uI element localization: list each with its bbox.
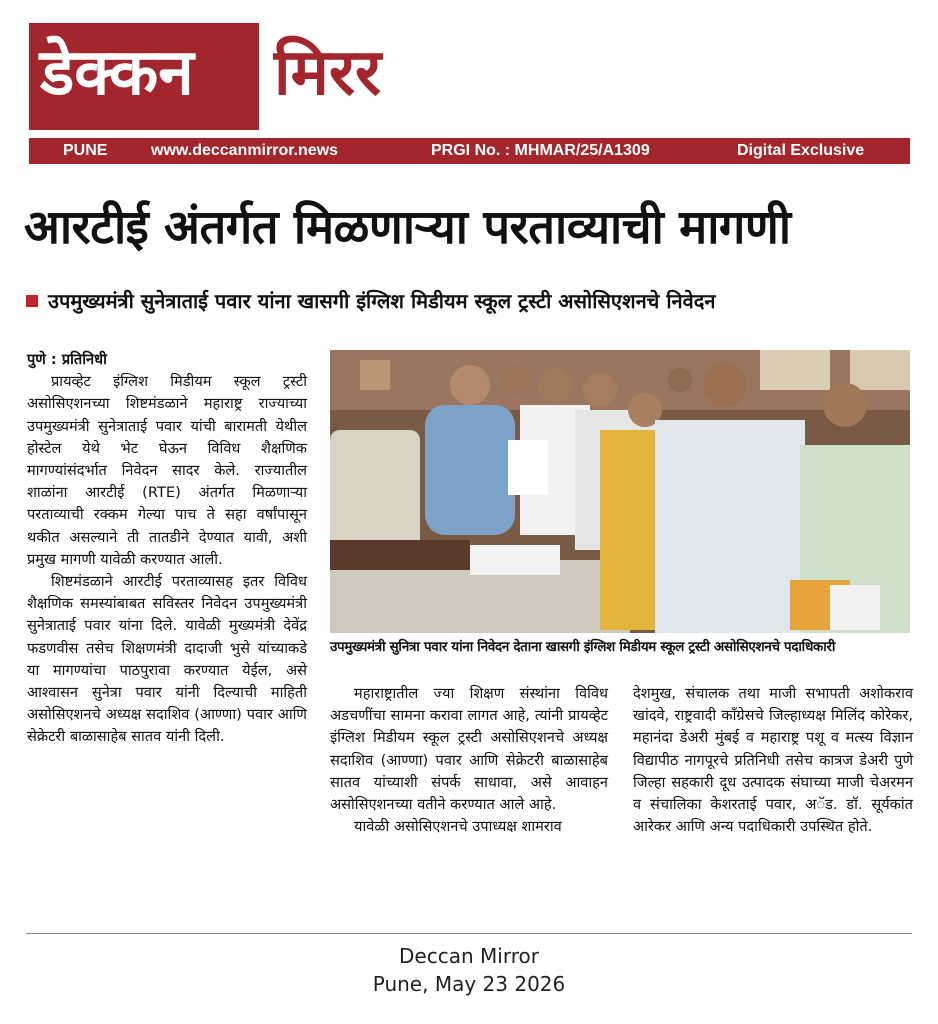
prgi-number: PRGI No. : MHMAR/25/A1309	[431, 142, 650, 159]
paragraph: प्रायव्हेट इंग्लिश मिडीयम स्कूल ट्रस्टी असोसिएशनच्या शिष्टमंडळाने महाराष्ट्र राज्याच्या उपमुख्यमंत्री सुनेत्राताई पवार यांची बारामती येथील होस्टेल येथे भेट घेऊन विविध शैक्षणिक मागण्यांसंदर्भात निवेदन सादर केले. राज्यातील शाळांना आरटीई (RTE) अंतर्गत मिळणाऱ्या परताव्याची रक्कम गेल्या पाच ते सहा वर्षांपासून थकीत असल्याने ती तातडीने देण्यात यावी, अशी प्रमुख मागणी यावेळी करण्यात आली.	[27, 373, 307, 568]
subheadline-row	[26, 285, 916, 317]
article-photo	[330, 350, 910, 633]
article-column-1	[27, 349, 307, 749]
footer-publication: Deccan Mirror	[399, 944, 539, 968]
article-column-2	[330, 683, 608, 838]
paragraph: महाराष्ट्रातील ज्या शिक्षण संस्थांना विविध अडचणींचा सामना करावा लागत आहे, त्यांनी प्रायव्हेट इंग्लिश मिडीयम स्कूल ट्रस्टी असोसिएशनचे अध्यक्ष सदाशिव (आण्णा) पवार आणि सेक्रेटरी बाळासाहेब सातव यांच्याशी संपर्क साधावा, असे आवाहन असोसिएशनच्या वतीने करण्यात आले आहे.	[330, 685, 608, 814]
masthead-title-part2: मिरर	[274, 36, 382, 110]
paragraph: देशमुख, संचालक तथा माजी सभापती अशोकराव खांदवे, राष्ट्रवादी काँग्रेसचे जिल्हाध्यक्ष मिलिंद कोरेकर, महानंदा डेअरी मुंबई व महाराष्ट्र पशू व मत्स्य विज्ञान विद्यापीठ नागपूरचे प्रतिनिधी तसेच कात्रज डेअरी पुणे जिल्हा सहकारी दूध उत्पादक संघाच्या माजी चेअरमन व संचालिका केशरताई पवार, अॅड. डॉ. सूर्यकांत आरेकर आणि अन्य पदाधिकारी उपस्थित होते.	[633, 685, 913, 836]
info-bar	[29, 138, 910, 164]
paragraph: शिष्टमंडळाने आरटीई परताव्यासह इतर विविध शैक्षणिक समस्यांबाबत सविस्तर निवेदन उपमुख्यमंत्री सुनेत्राताई पवार यांना दिले. यावेळी मुख्यमंत्री देवेंद्र फडणवीस तसेच शिक्षणमंत्री दादाजी भुसे यांच्याकडे या मागण्यांचा पाठपुरावा करण्यात येईल, असे आश्वासन सुनेत्रा पवार यांनी दिल्याची माहिती असोसिएशनचे अध्यक्ष सदाशिव (आण्णा) पवार आणि सेक्रेटरी बाळासाहेब सातव यांनी दिली.	[27, 573, 307, 746]
bullet-square-icon	[26, 295, 38, 307]
dateline: पुणे : प्रतिनिधी	[27, 351, 107, 368]
footer-place-date: Pune, May 23 2026	[372, 972, 566, 996]
article-column-3	[633, 683, 913, 838]
headline: आरटीई अंतर्गत मिळणाऱ्या परताव्याची मागणी	[24, 200, 791, 255]
paragraph: यावेळी असोसिएशनचे उपाध्यक्ष शामराव	[354, 818, 562, 836]
photo-caption: उपमुख्यमंत्री सुनित्रा पवार यांना निवेदन देताना खासगी इंग्लिश मिडीयम स्कूल ट्रस्टी असोसिएशनचे पदाधिकारी	[330, 640, 836, 655]
city-label: PUNE	[63, 142, 108, 159]
website-link[interactable]: www.deccanmirror.news	[151, 142, 339, 159]
edition-tag: Digital Exclusive	[737, 142, 865, 159]
subheadline: उपमुख्यमंत्री सुनेत्राताई पवार यांना खासगी इंग्लिश मिडीयम स्कूल ट्रस्टी असोसिएशनचे निवेदन	[48, 289, 716, 313]
masthead-title-part1: डेक्कन	[40, 36, 194, 110]
footer-divider	[26, 933, 912, 934]
